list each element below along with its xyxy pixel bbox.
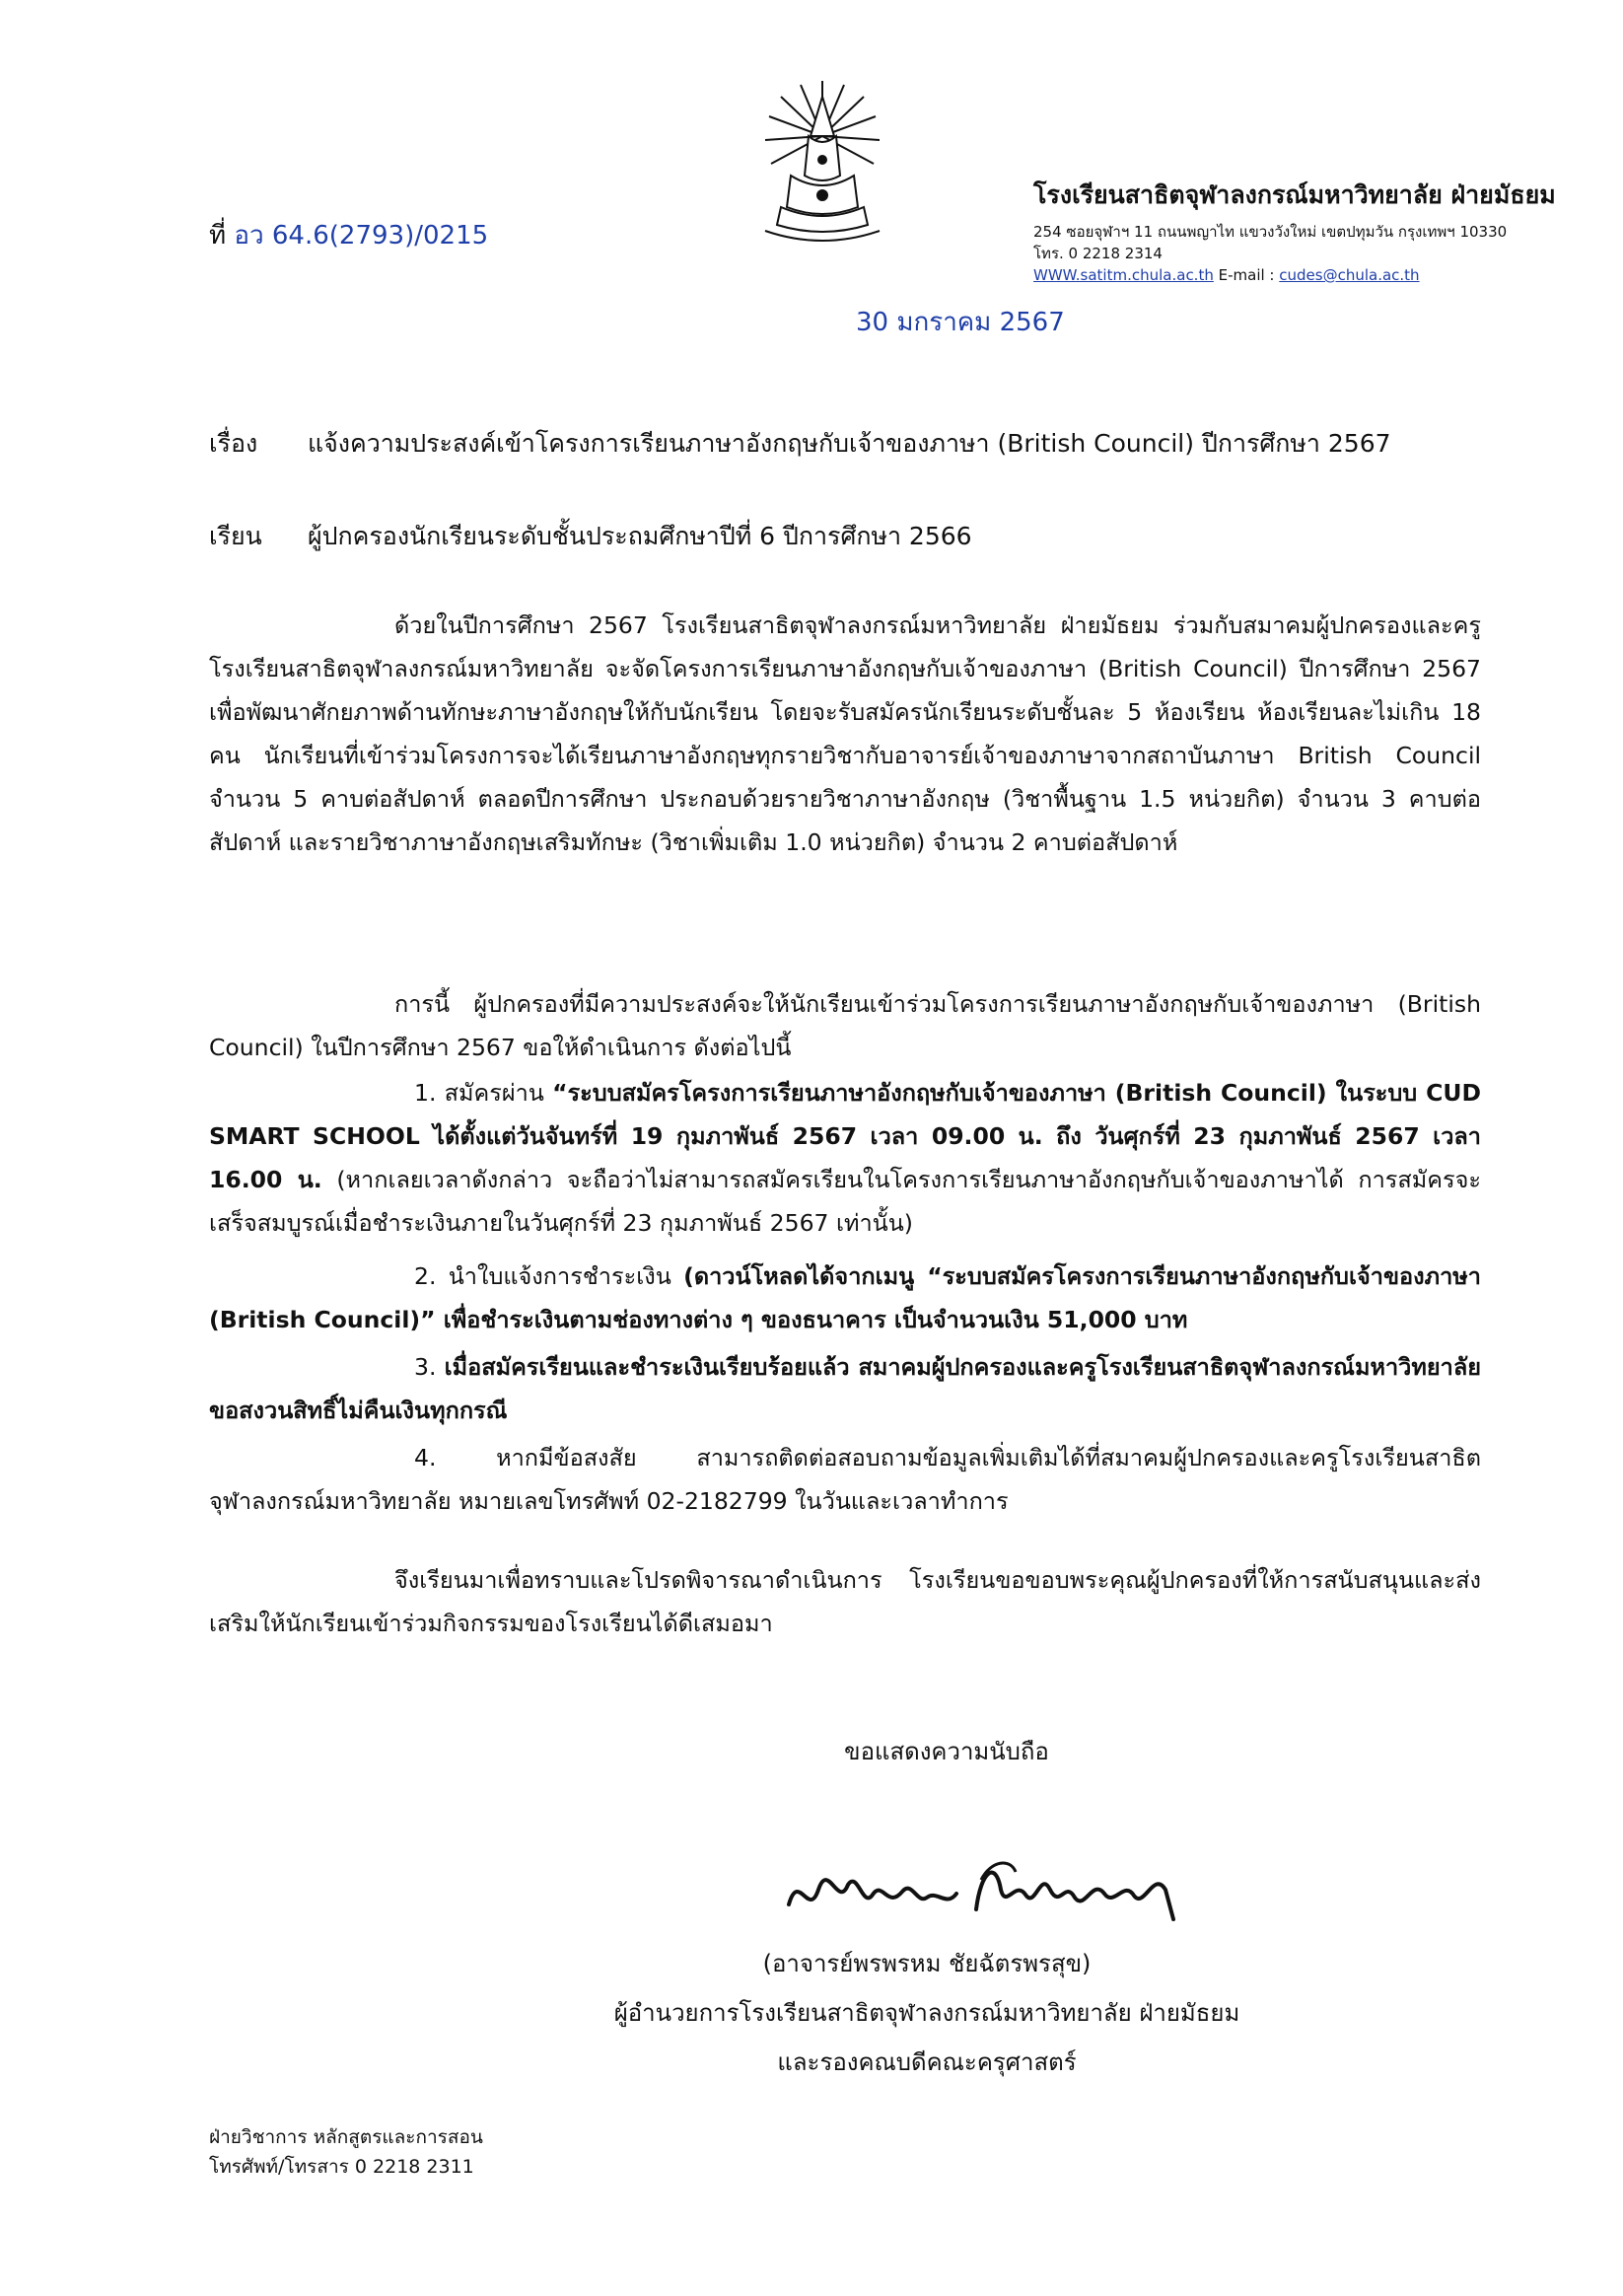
footer-phone: โทรศัพท์/โทรสาร 0 2218 2311	[209, 2156, 474, 2178]
item-1-tail: (หากเลยเวลาดังกล่าว จะถือว่าไม่สามารถสมัครเรียนในโครงการเรียนภาษาอังกฤษกับเจ้าของภาษาได้ การสมัครจะเสร็จสมบูรณ์เมื่อชำระเงินภายในวันศุกร์ที่ 23 กุมภาพันธ์ 2567 เท่านั้น)	[209, 1166, 1481, 1237]
school-address: 254 ซอยจุฬาฯ 11 ถนนพญาไท แขวงวังใหม่ เขตปทุมวัน กรุงเทพฯ 10330	[1033, 223, 1508, 241]
closing-salutation: ขอแสดงความนับถือ	[844, 1738, 1049, 1765]
instruction-item-4: 4. หากมีข้อสงสัย สามารถติดต่อสอบถามข้อมูลเพิ่มเติมได้ที่สมาคมผู้ปกครองและครูโรงเรียนสาธิตจุฬาลงกรณ์มหาวิทยาลัย หมายเลขโทรศัพท์ 02-2182799 ในวันและเวลาทำการ	[209, 1444, 1481, 1515]
recipient-text: ผู้ปกครองนักเรียนระดับชั้นประถมศึกษาปีที่ 6 ปีการศึกษา 2566	[308, 522, 972, 550]
item-2-lead: 2. นำใบแจ้งการชำระเงิน	[414, 1262, 684, 1290]
document-number-value: อว 64.6(2793)/0215	[234, 221, 489, 251]
website-link[interactable]: WWW.satitm.chula.ac.th	[1033, 266, 1214, 284]
item-1-bold: “ระบบสมัครโครงการเรียนภาษาอังกฤษกับเจ้าของภาษา (British Council) ในระบบ CUD SMART SCHOOL ได้ตั้งแต่วันจันทร์ที่ 19 กุมภาพันธ์ 2567 เวลา 09.00 น. ถึง วันศุกร์ที่ 23 กุมภาพันธ์ 2567 เวลา 16.00 น.	[209, 1079, 1481, 1193]
school-header	[1033, 176, 1556, 286]
email-link[interactable]: cudes@chula.ac.th	[1279, 266, 1420, 284]
instruction-item-1	[209, 1071, 1481, 1245]
footer-department: ฝ่ายวิชาการ หลักสูตรและการสอน	[209, 2126, 483, 2148]
signatory-name: (อาจารย์พรพรหม ชัยฉัตรพรสุข)	[762, 1950, 1092, 1977]
handwritten-signature	[779, 1850, 1193, 1929]
signatory-title-1: ผู้อำนวยการโรงเรียนสาธิตจุฬาลงกรณ์มหาวิทยาลัย ฝ่ายมัธยม	[613, 1999, 1240, 2027]
item-3-bold: เมื่อสมัครเรียนและชำระเงินเรียบร้อยแล้ว สมาคมผู้ปกครองและครูโรงเรียนสาธิตจุฬาลงกรณ์มหาวิทยาลัย ขอสงวนสิทธิ์ไม่คืนเงินทุกกรณี	[209, 1353, 1481, 1424]
body-paragraph-3: จึงเรียนมาเพื่อทราบและโปรดพิจารณาดำเนินการ โรงเรียนขอขอบพระคุณผู้ปกครองที่ให้การสนับสนุนและส่งเสริมให้นักเรียนเข้าร่วมกิจกรรมของโรงเรียนได้ดีเสมอมา	[209, 1566, 1481, 1637]
school-name: โรงเรียนสาธิตจุฬาลงกรณ์มหาวิทยาลัย ฝ่ายมัธยม	[1033, 180, 1556, 209]
instruction-item-2	[209, 1255, 1481, 1341]
school-phone: โทร. 0 2218 2314	[1033, 245, 1163, 262]
school-emblem-logo	[761, 77, 883, 251]
letter-date: 30 มกราคม 2567	[856, 308, 1065, 337]
body-paragraph-2: การนี้ ผู้ปกครองที่มีความประสงค์จะให้นักเรียนเข้าร่วมโครงการเรียนภาษาอังกฤษกับเจ้าของภาษา (British Council) ในปีการศึกษา 2567 ขอให้ดำเนินการ ดังต่อไปนี้	[209, 990, 1481, 1061]
school-contact-links	[1033, 264, 1556, 286]
document-number	[209, 215, 488, 255]
subject-text: แจ้งความประสงค์เข้าโครงการเรียนภาษาอังกฤษกับเจ้าของภาษา (British Council) ปีการศึกษา 2567	[308, 429, 1391, 458]
signatory-block	[552, 1939, 1302, 2087]
subject-line	[209, 424, 1391, 464]
signatory-title-2: และรองคณบดีคณะครุศาสตร์	[777, 2048, 1077, 2076]
item-1-lead: 1. สมัครผ่าน	[414, 1079, 553, 1107]
instruction-item-3	[209, 1345, 1481, 1432]
subject-label: เรื่อง	[209, 429, 258, 458]
item-3-lead: 3.	[414, 1353, 445, 1381]
recipient-label: เรียน	[209, 522, 262, 550]
footer-contact	[209, 2122, 483, 2182]
recipient-line	[209, 517, 972, 556]
item-2-bold: (ดาวน์โหลดได้จากเมนู “ระบบสมัครโครงการเรียนภาษาอังกฤษกับเจ้าของภาษา (British Council)” เพื่อชำระเงินตามช่องทางต่าง ๆ ของธนาคาร เป็นจำนวนเงิน 51,000 บาท	[209, 1262, 1481, 1333]
email-label: E-mail :	[1218, 266, 1275, 284]
body-paragraph-1: ด้วยในปีการศึกษา 2567 โรงเรียนสาธิตจุฬาลงกรณ์มหาวิทยาลัย ฝ่ายมัธยม ร่วมกับสมาคมผู้ปกครองและครูโรงเรียนสาธิตจุฬาลงกรณ์มหาวิทยาลัย จะจัดโครงการเรียนภาษาอังกฤษกับเจ้าของภาษา (British Council) ปีการศึกษา 2567 เพื่อพัฒนาศักยภาพด้านทักษะภาษาอังกฤษให้กับนักเรียน โดยจะรับสมัครนักเรียนระดับชั้นละ 5 ห้องเรียน ห้องเรียนละไม่เกิน 18 คน นักเรียนที่เข้าร่วมโครงการจะได้เรียนภาษาอังกฤษทุกรายวิชากับอาจารย์เจ้าของภาษาจากสถาบันภาษา British Council จำนวน 5 คาบต่อสัปดาห์ ตลอดปีการศึกษา ประกอบด้วยรายวิชาภาษาอังกฤษ (วิชาพื้นฐาน 1.5 หน่วยกิต) จำนวน 3 คาบต่อสัปดาห์ และรายวิชาภาษาอังกฤษเสริมทักษะ (วิชาเพิ่มเติม 1.0 หน่วยกิต) จำนวน 2 คาบต่อสัปดาห์	[209, 611, 1481, 856]
document-number-prefix: ที่	[209, 221, 235, 251]
